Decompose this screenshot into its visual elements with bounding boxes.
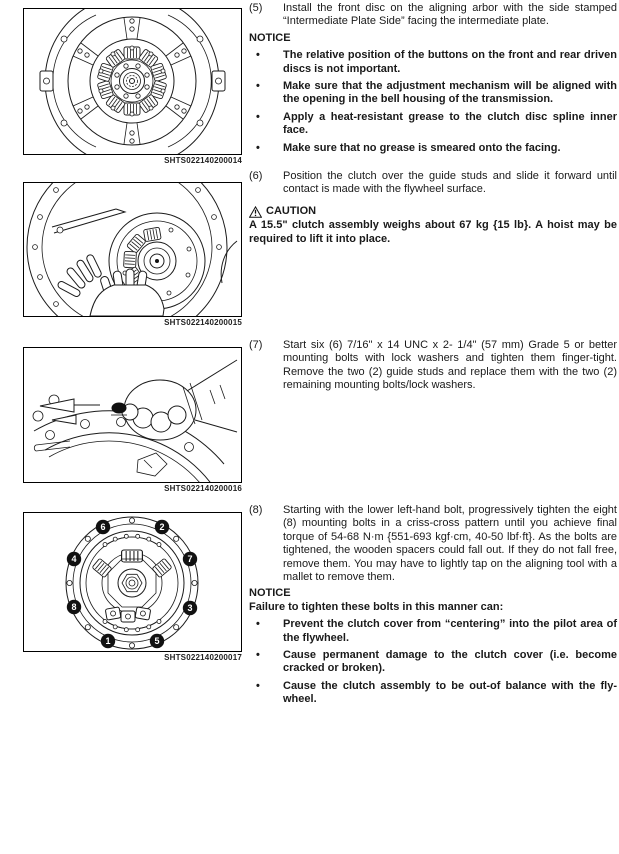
step-8-text: Starting with the lower left-hand bolt, progressively tighten the eight (8) mounting bolts in a criss-cross pattern until you achieve final torque of 54-68 N·m {551-693 kgf·cm, 40-50 lbf·ft}. As the bolts are tightened, the wooden spacers could fall out. If they do not fall free, remove them. You may have to lightly tap on the aligning tool with a mallet to remove them. — [283, 504, 617, 584]
step-6-text: Position the clutch over the guide studs and slide it forward until contact is made with the flywheel surface. — [283, 170, 617, 196]
notice-label: NOTICE — [249, 587, 291, 600]
notice-bullet: • Cause the clutch assembly to be out-of balance with the fly-wheel. — [249, 680, 617, 707]
svg-text:6: 6 — [100, 522, 106, 533]
svg-text:5: 5 — [154, 636, 160, 647]
step-6-group — [249, 170, 617, 246]
figure-frame-2 — [23, 182, 242, 317]
figure-block-3 — [23, 347, 242, 493]
step-6 — [249, 170, 617, 197]
figure-caption-3: SHTS022140200016 — [164, 484, 242, 493]
notice-bullet-list — [249, 49, 617, 155]
notice-bullet: • The relative position of the buttons on the front and rear driven discs is not important. — [249, 49, 617, 76]
notice-bullet: • Make sure that no grease is smeared onto the facing. — [249, 142, 617, 155]
step-6-number: (6) — [249, 170, 263, 182]
step-7-text: Start six (6) 7/16" x 14 UNC x 2- 1/4" (57 mm) Grade 5 or better mounting bolts with lock washers and tighten them finger-tight. Remove the two (2) guide studs and replace them with the two (2) remaining mounting bolts/lock washers. — [283, 339, 617, 392]
notice-bullet: • Cause permanent damage to the clutch cover (i.e. become cracked or broken). — [249, 649, 617, 676]
svg-text:1: 1 — [105, 636, 111, 647]
caution-header — [249, 205, 617, 218]
figure-caption-1: SHTS022140200014 — [164, 156, 242, 165]
caution-label: CAUTION — [266, 204, 317, 217]
hand-starting-bolt-illustration — [24, 348, 241, 482]
svg-text:2: 2 — [159, 522, 165, 533]
warning-triangle-icon — [249, 206, 262, 218]
svg-text:4: 4 — [71, 554, 77, 565]
bolt-sequence-diagram — [24, 513, 241, 651]
figure-block-1 — [23, 8, 242, 165]
figure-frame-1 — [23, 8, 242, 155]
bolt-badge-3 — [183, 601, 197, 615]
step-5 — [249, 2, 617, 29]
svg-text:8: 8 — [71, 602, 77, 613]
figure-block-4 — [23, 512, 242, 662]
caution-text: A 15.5" clutch assembly weighs about 67 kg {15 lb}. A hoist may be required to lift it into place. — [249, 219, 617, 245]
clutch-front-disc-illustration — [24, 9, 241, 154]
bolt-badge-5 — [150, 634, 164, 648]
bolt-badge-2 — [155, 520, 169, 534]
bolt-badge-7 — [183, 552, 197, 566]
figure-caption-4: SHTS022140200017 — [164, 653, 242, 662]
bolt-badge-1 — [101, 634, 115, 648]
step-5-group — [249, 2, 617, 155]
svg-text:7: 7 — [187, 554, 193, 565]
step-7-group — [249, 339, 617, 393]
bolt-badge-8 — [67, 600, 81, 614]
notice-label: NOTICE — [249, 31, 291, 44]
step-7-number: (7) — [249, 339, 263, 351]
notice-bullet: • Make sure that the adjustment mechanism will be aligned with the opening in the bell housing of the transmission. — [249, 80, 617, 107]
bolt-badge-4 — [67, 552, 81, 566]
notice-bullet-list — [249, 618, 617, 706]
figure-caption-2: SHTS022140200015 — [164, 318, 242, 327]
figure-block-2 — [23, 182, 242, 327]
step-5-text: Install the front disc on the aligning arbor with the side stamped “Intermediate Plate Side” facing the intermediate plate. — [283, 2, 617, 28]
step-8-group — [249, 504, 617, 707]
step-5-number: (5) — [249, 2, 263, 14]
notice-bullet: • Apply a heat-resistant grease to the clutch disc spline inner face. — [249, 111, 617, 138]
notice-bullet: • Prevent the clutch cover from “centering” into the pilot area of the flywheel. — [249, 618, 617, 645]
clutch-positioning-hands-illustration — [24, 183, 241, 316]
step-7 — [249, 339, 617, 393]
svg-text:3: 3 — [187, 603, 193, 614]
step-8 — [249, 504, 617, 584]
notice-heading: Failure to tighten these bolts in this manner can: — [249, 600, 504, 613]
figure-frame-4 — [23, 512, 242, 652]
step-8-number: (8) — [249, 504, 263, 516]
figure-frame-3 — [23, 347, 242, 483]
bolt-badge-6 — [96, 520, 110, 534]
